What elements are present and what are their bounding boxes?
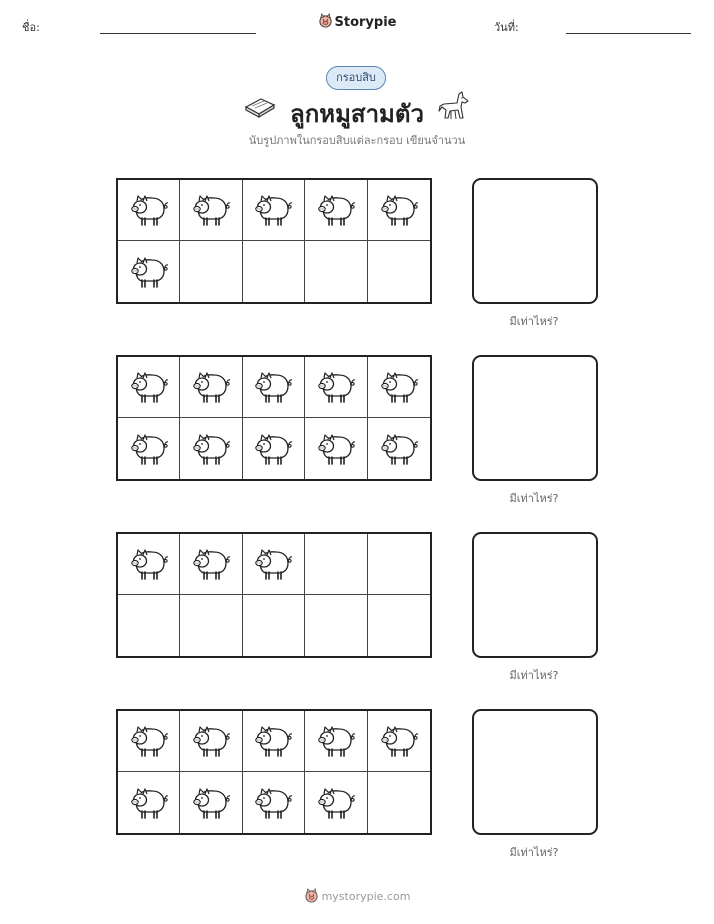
ten-frame-cell [305, 595, 367, 656]
ten-frame-cell [118, 595, 180, 656]
pig-icon [252, 367, 294, 407]
ten-frame-cell [118, 711, 180, 772]
wolf-icon [437, 90, 471, 128]
ten-frame-cell [118, 418, 180, 479]
pig-icon [190, 190, 232, 230]
ten-frame-cell [180, 711, 242, 772]
ten-frame-cell [180, 241, 242, 302]
ten-frame-cell [368, 772, 430, 833]
answer-box[interactable] [472, 709, 598, 835]
brand-logo [0, 13, 714, 32]
pig-logo-icon [318, 13, 333, 32]
pig-icon [190, 721, 232, 761]
pig-icon [252, 721, 294, 761]
ten-frame-cell [243, 534, 305, 595]
ten-frame-cell [368, 357, 430, 418]
ten-frame-cell [180, 180, 242, 241]
name-label: ชื่อ: [22, 21, 40, 34]
ten-frame-cell [243, 772, 305, 833]
pig-icon [378, 367, 420, 407]
ten-frame-cell [243, 418, 305, 479]
ten-frame-cell [180, 595, 242, 656]
pig-icon [315, 721, 357, 761]
ten-frame [116, 178, 432, 304]
ten-frame-cell [305, 711, 367, 772]
pig-icon [252, 190, 294, 230]
date-line[interactable] [566, 33, 691, 34]
ten-frame-cell [305, 180, 367, 241]
ten-frame-cell [180, 534, 242, 595]
pig-icon [378, 190, 420, 230]
ten-frame-cell [368, 418, 430, 479]
ten-frame-cell [243, 711, 305, 772]
ten-frame-cell [118, 772, 180, 833]
ten-frame-cell [368, 711, 430, 772]
pig-icon [252, 783, 294, 823]
pig-icon [315, 429, 357, 469]
name-line[interactable] [100, 33, 256, 34]
pig-icon [315, 783, 357, 823]
ten-frame-cell [305, 241, 367, 302]
how-many-label: มีเท่าไหร่? [509, 492, 559, 505]
ten-frame-cell [368, 180, 430, 241]
footer-site: mystorypie.com [321, 890, 411, 903]
pig-icon [190, 367, 232, 407]
ten-frame-cell [118, 357, 180, 418]
ten-frame-cell [368, 534, 430, 595]
pig-icon [315, 190, 357, 230]
how-many-label: มีเท่าไหร่? [509, 846, 559, 859]
worksheet-title: ลูกหมูสามตัว [290, 100, 424, 128]
pig-icon [190, 783, 232, 823]
ten-frame-cell [368, 241, 430, 302]
ten-frame [116, 355, 432, 481]
ten-frame-cell [243, 595, 305, 656]
instructions: นับรูปภาพในกรอบสิบแต่ละกรอบ เขียนจำนวน [248, 134, 466, 147]
how-many-label: มีเท่าไหร่? [509, 669, 559, 682]
ten-frame-cell [305, 534, 367, 595]
topic-badge: กรอบสิบ [326, 66, 386, 90]
pig-icon [128, 429, 170, 469]
pig-icon [190, 429, 232, 469]
ten-frame-cell [305, 772, 367, 833]
ten-frame-cell [243, 357, 305, 418]
ten-frame-cell [118, 180, 180, 241]
answer-box[interactable] [472, 355, 598, 481]
ten-frame-cell [368, 595, 430, 656]
pig-logo-icon [304, 888, 319, 906]
pig-icon [128, 190, 170, 230]
ten-frame-cell [118, 241, 180, 302]
date-label: วันที่: [494, 21, 519, 34]
pig-icon [128, 721, 170, 761]
pig-icon [378, 721, 420, 761]
ten-frame-cell [180, 418, 242, 479]
answer-box[interactable] [472, 532, 598, 658]
pig-icon [378, 429, 420, 469]
ten-frame-cell [243, 241, 305, 302]
pig-icon [190, 544, 232, 584]
pig-icon [128, 783, 170, 823]
pig-icon [315, 367, 357, 407]
ten-frame-cell [180, 772, 242, 833]
pig-icon [128, 367, 170, 407]
pig-icon [252, 544, 294, 584]
ten-frame-cell [305, 418, 367, 479]
brand-name: Storypie [334, 15, 397, 30]
ten-frame-cell [243, 180, 305, 241]
ten-frame-cell [118, 534, 180, 595]
pig-icon [128, 544, 170, 584]
footer [0, 888, 714, 906]
pig-icon [252, 429, 294, 469]
pig-icon [128, 252, 170, 292]
answer-box[interactable] [472, 178, 598, 304]
ten-frame-cell [180, 357, 242, 418]
ten-frame-cell [305, 357, 367, 418]
ten-frame [116, 709, 432, 835]
ten-frame [116, 532, 432, 658]
how-many-label: มีเท่าไหร่? [509, 315, 559, 328]
